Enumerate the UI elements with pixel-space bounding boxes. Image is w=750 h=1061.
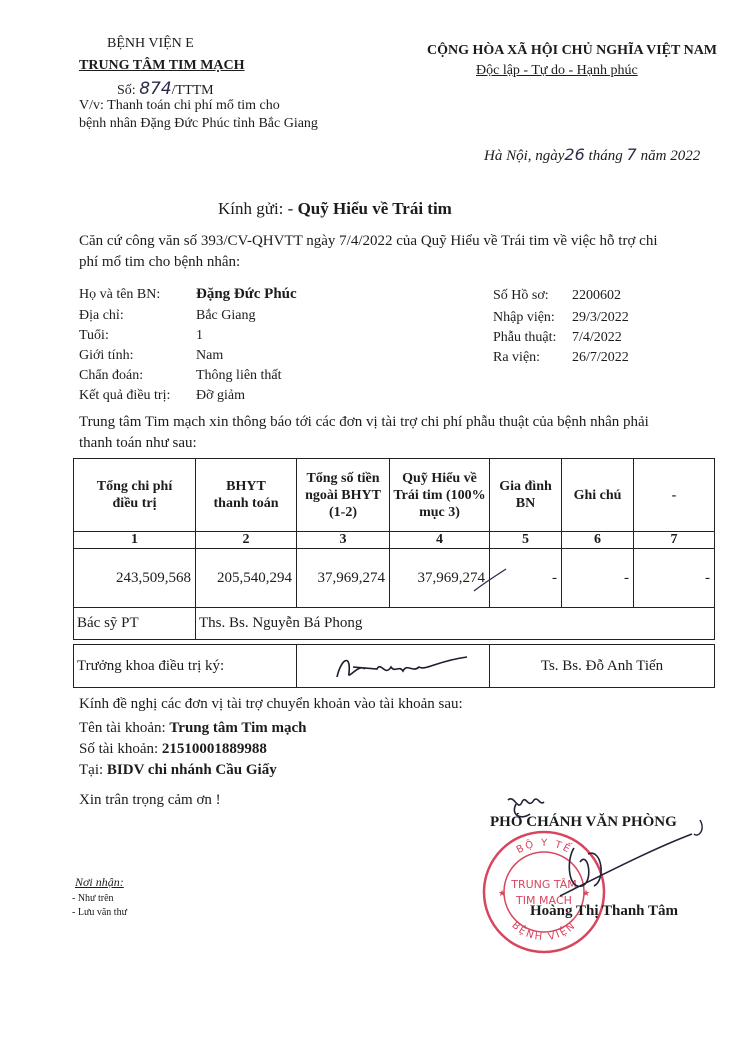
header-dash: - [634,459,715,532]
stamp-center-2: TIM MẠCH [516,894,572,907]
column-number: 7 [634,532,715,549]
date-prefix: Hà Nội, ngày [484,148,565,164]
surgeon-label: Bác sỹ PT [74,608,196,640]
admission-date: 29/3/2022 [572,310,629,325]
bank-name: BIDV chi nhánh Cầu Giấy [106,762,277,778]
recipients-title: Nơi nhận: [75,875,124,889]
header-outside-bhyt: Tổng số tiền ngoài BHYT (1-2) [297,459,390,532]
notice-line-1: Trung tâm Tim mạch xin thông báo tới các đơn vị tài trợ chi phí phẫu thuật của bệnh nhân phải [79,414,649,430]
patient-diagnosis: Thông liên thất [196,368,282,383]
record-label: Ra viện: [493,350,541,365]
subject-line-1: V/v: Thanh toán chi phí mổ tim cho [79,98,280,113]
value-strike-mark [470,565,510,595]
center-name: TRUNG TÂM TIM MẠCH [79,58,245,73]
date-day: 26 [564,145,585,164]
bank-request: Kính đề nghị các đơn vị tài trợ chuyển khoản vào tài khoản sau: [79,696,463,712]
discharge-date: 26/7/2022 [572,350,629,365]
stamp-bottom-text: BỆNH VIỆN [509,919,579,944]
record-label: Phẫu thuật: [493,330,557,345]
table-header-row [74,459,715,532]
svg-text:★: ★ [498,888,507,898]
stamp-top-text: BỘ Y TẾ [514,837,574,857]
svg-text:★: ★ [582,888,591,898]
column-number: 3 [297,532,390,549]
nation-motto: Độc lập - Tự do - Hạnh phúc [476,63,638,78]
field-label: Chẩn đoán: [79,368,144,383]
recipient-line [218,199,452,219]
subject-line-2: bệnh nhân Đặng Đức Phúc tỉnh Bắc Giang [79,116,318,131]
header-bhyt: BHYT thanh toán [196,459,297,532]
column-number: 4 [390,532,490,549]
column-number: 2 [196,532,297,549]
header-notes: Ghi chú [562,459,634,532]
field-label: Họ và tên BN: [79,287,161,302]
so-number-handwritten: 874 [139,79,172,99]
record-label: Số Hồ sơ: [493,288,549,303]
field-label: Giới tính: [79,348,134,363]
column-number: 6 [562,532,634,549]
record-label: Nhập viện: [493,310,555,325]
notice-line-2: thanh toán như sau: [79,435,197,451]
table-number-row [74,532,715,549]
account-number-label: Số tài khoản: [79,741,159,757]
value-dash: - [634,549,715,608]
hospital-name: BỆNH VIỆN E [107,36,194,51]
value-outside-bhyt: 37,969,274 [297,549,390,608]
recipient-item: - Như trên [72,893,114,904]
document-number [117,79,214,99]
head-name: Ts. Bs. Đỗ Anh Tiến [490,645,715,688]
field-label: Địa chỉ: [79,308,124,323]
document-date [484,145,700,165]
account-number: 21510001889988 [161,741,267,757]
recipient-label: Kính gửi: - [218,199,294,218]
bank-label: Tại: [79,762,104,778]
value-fund: 37,969,274 [390,549,490,608]
field-label: Kết quả điều trị: [79,388,171,403]
patient-gender: Nam [196,348,224,363]
signer-title: PHÓ CHÁNH VĂN PHÒNG [490,814,677,830]
column-number: 1 [74,532,196,549]
intro-line-1: Căn cứ công văn số 393/CV-QHVTT ngày 7/4/2022 của Quỹ Hiểu về Trái tim về việc hỗ trợ chi [79,233,658,249]
account-name: Trung tâm Tim mạch [169,720,307,736]
header-fund: Quỹ Hiểu về Trái tim (100% mục 3) [390,459,490,532]
account-name-label: Tên tài khoản: [79,720,166,736]
value-total-cost: 243,509,568 [74,549,196,608]
value-bhyt: 205,540,294 [196,549,297,608]
signer-signature [470,790,710,920]
patient-name: Đặng Đức Phúc [196,286,297,302]
account-number-line [79,741,267,758]
head-signature [307,647,497,687]
date-suffix: năm 2022 [640,148,701,164]
value-family: - [490,549,562,608]
table-surgeon-row [74,608,715,640]
closing-text: Xin trân trọng cảm ơn ! [79,792,221,808]
surgeon-name: Ths. Bs. Nguyễn Bá Phong [196,608,715,640]
nation-title: CỘNG HÒA XÃ HỘI CHỦ NGHĨA VIỆT NAM [427,43,718,58]
patient-result: Đỡ giảm [196,388,246,403]
patient-age: 1 [196,328,203,343]
surgery-date: 7/4/2022 [572,330,622,345]
record-number: 2200602 [572,288,621,303]
signer-name: Hoàng Thị Thanh Tâm [530,903,678,919]
patient-address: Bắc Giang [196,308,256,323]
head-label: Trưởng khoa điều trị ký: [74,645,297,688]
field-label: Tuổi: [79,328,109,343]
so-label: Số: [117,83,136,98]
bank-line [79,762,277,779]
recipient-item: - Lưu văn thư [72,907,127,918]
so-suffix: /TTTM [171,83,214,98]
stamp-center-1: TRUNG TÂM [511,878,577,891]
date-mid: tháng [588,148,623,164]
intro-line-2: phí mổ tim cho bệnh nhân: [79,254,241,270]
column-number: 5 [490,532,562,549]
recipient-name: Quỹ Hiểu về Trái tim [297,199,452,218]
header-family: Gia đình BN [490,459,562,532]
table-head-row [74,645,715,688]
value-notes: - [562,549,634,608]
date-month: 7 [626,145,637,164]
account-name-line [79,720,307,737]
header-total-cost: Tổng chi phí điều trị [74,459,196,532]
table-value-row [74,549,715,608]
head-signature-cell [297,645,490,688]
cost-table [73,458,715,688]
